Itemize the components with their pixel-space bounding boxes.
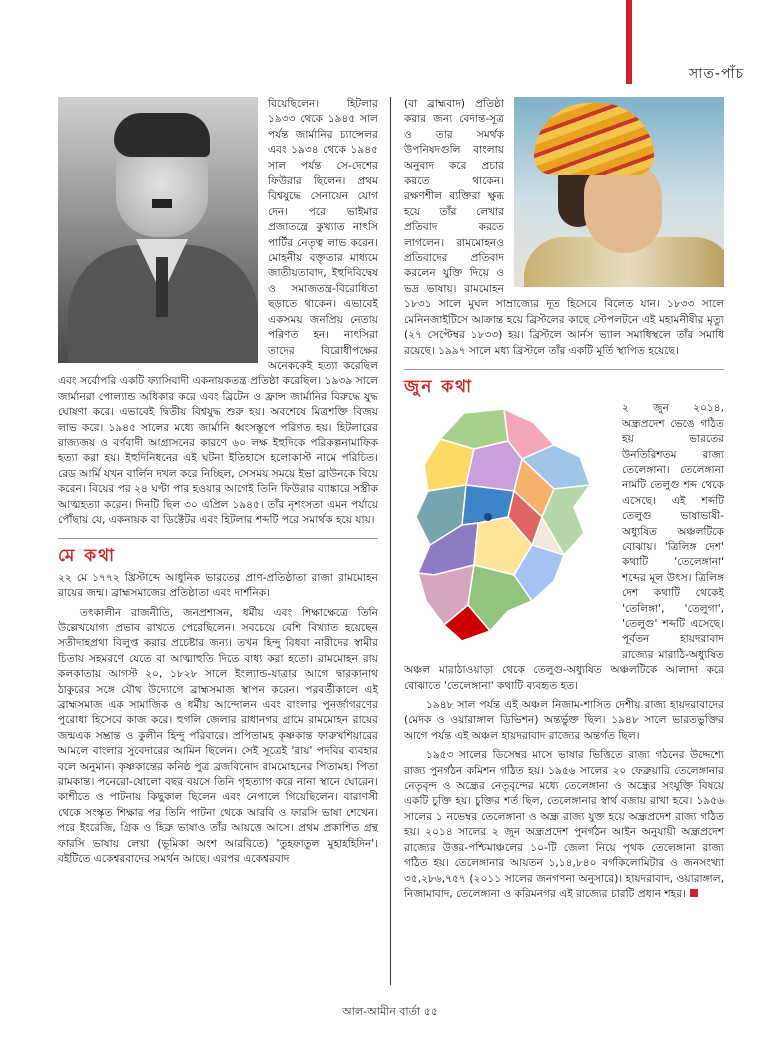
accent-bar	[626, 0, 632, 84]
june-paragraph-2: ১৯৪৮ সাল পর্যন্ত এই অঞ্চল নিজাম-শাসিত দেশীয় রাজ্য হায়দরাবাদের (মেদক ও ওয়ারাঙ্গাল ডিভিশন) অন্তর্ভুক্ত ছিল। ১৯৪৮ সালে ভারতভুক্তির আগে পর্যন্ত এই অঞ্চল হায়দরাবাদ রাজ্যের অন্তর্গত ছিল।	[404, 699, 724, 742]
hitler-article-text: বিয়েছিলেন। হিটলার ১৯৩৩ থেকে ১৯৪৫ সাল পর্যন্ত জার্মানির চ্যান্সেলর এবং ১৯৩৪ থেকে ১৯৪৫ সাল পর্যন্ত সে-দেশের ফিউরার ছিলেন। প্রথম বিশ্বযুদ্ধে সেনায়েন যোগ দেন। পরে ভাইমার প্রজাতন্ত্রে কুখ্যাত নাৎসি পার্টির নেতৃত্ব লাভ করেন। মোহনীয় বক্তৃতার মাধ্যমে জাতীয়তাবাদ, ইহুদিবিদ্বেষ ও সমাজতন্ত্র-বিরোধিতা ছড়াতে থাকেন। এভাবেই একসময় জনপ্রিয় নেতায় পরিণত হন। নাৎসিরা তাদের বিরোধীপক্ষের অনেককেই হত্যা করেছিল এবং সর্বোপরি একটি ফ্যাসিবাদী একনায়কতন্ত্র প্রতিষ্ঠা করেছিল। ১৯৩৯ সালে জার্মানরা পোল্যান্ড অধিকার করে এবং ব্রিটেন ও ফ্রান্স জার্মানির বিরুদ্ধে যুদ্ধ ঘোষণা করে। এভাবেই দ্বিতীয় বিশ্বযুদ্ধ শুরু হয়। অবশেষে মিত্রশক্তি বিজয় লাভ করে। ১৯৪৫ সালের মধ্যে জার্মানি ধ্বংসস্তূপে পরিণত হয়। হিটলারের রাজ্যজয় ও বর্ণবাদী আগ্রাসনের কারণে ৬০ লক্ষ ইহুদিকে পরিকল্পনামাফিক হত্যা করা হয়। ইহুদিনিধনের এই ঘটনা ইতিহাসে হলোকাস্ট নামে পরিচিত। রেড আর্মি যখন বার্লিন দখল করে নিচ্ছিল, সেসময় সময়ে ইভা ব্রাউনকে বিয়ে করেন। বিয়ের পর ২৪ ঘণ্টা পার হওয়ার আগেই তিনি ফিউরার ব্যাঙ্কারে সস্ত্রীক আত্মহত্যা করেন। দিনটি ছিল ৩০ এপ্রিল ১৯৪৫। তাঁর নৃশংসতা এমন পর্যায়ে পৌঁছায় যে, একনায়ক বা ডিক্টেটর এবং হিটলার শব্দটি পরে সমার্থক হয়ে যায়।	[58, 98, 378, 526]
left-column	[58, 97, 378, 872]
section-label: সাত-পাঁচ	[689, 66, 744, 82]
may-paragraph-2: তৎকালীন রাজনীতি, জনপ্রশাসন, ধর্মীয় এবং শিক্ষাক্ষেত্রে তিনি উল্লেখযোগ্য প্রভাব রাখতে পেরেছিলেন। সবচেয়ে বেশি বিখ্যাত হয়েছেন সতীদাহপ্রথা বিলুপ্ত করার প্রচেষ্টার জন্য। তখন হিন্দু বিধবা নারীদের স্বামীর চিতায় সহমরণে যেতে বা আত্মাহুতি দিতে বাধ্য করা হতো। রামমোহন রায় কলকাতায় আগস্ট ২০, ১৮২৮ সালে ইংল্যান্ড-যাত্রার আগে দ্বারকানাথ ঠাকুরের সঙ্গে যৌথ উদ্যোগে ব্রাহ্মসমাজ স্থাপন করেন। পরবর্তীকালে এই ব্রাহ্মসমাজ এক সামাজিক ও ধর্মীয় আন্দোলন এবং বাংলার পুনর্জাগরণের পুরোধা হিসেবে কাজ করে। হুগলি জেলার রাধানগর গ্রামে রামমোহন রায়ের জন্মএক সম্ভ্রান্ত ও কুলীন হিন্দু পরিবারে। প্রপিতামহ কৃষ্ণকান্ত ফারুখশিয়ারের আমলে বাংলার সুবেদারের আমিন ছিলেন। সেই সূত্রেই 'রায়' পদবির ব্যবহার বলে অনুমান। কৃষ্ণকান্তের কনিষ্ঠ পুত্র ব্রজবিনোদ রামমোহনের পিতামহ। পিতা রামকান্ত। পনেরো-ষোলো বছর বয়সে তিনি গৃহত্যাগ করে নানা স্থানে ঘোরেন। কাশীতে ও পাটনায় কিছুকাল ছিলেন এবং নেপালে গিয়েছিলেন। বারাণসী থেকে সংস্কৃত শিক্ষার পর তিনি পাটনা থেকে আরবি ও ফারসি ভাষা শেখেন। পরে ইংরেজি, গ্রিক ও হিব্রু ভাষাও তাঁর আয়ত্তে আসে। প্রথম প্রকাশিত গ্রন্থ ফারসি ভাষায় লেখা (ভূমিকা অংশ আরবিতে) 'তুহফাতুল মুহাহহিদিন'। বইটিতে একেশ্বরবাদের সমর্থন আছে। এরপর একেশ্বরবাদ	[58, 606, 378, 866]
hitler-photo	[58, 97, 258, 363]
page-header	[610, 0, 780, 90]
may-heading: মে কথা	[58, 546, 117, 567]
magazine-name: আল-আমীন বার্তা	[342, 1005, 421, 1018]
rammohun-portrait	[514, 97, 724, 287]
may-paragraph-1: ২২ মে ১৭৭২ খ্রিস্টাব্দে আধুনিক ভারতের প্রাণ-প্রতিষ্ঠাতা রাজা রামমোহন রায়ের জন্ম। ব্রাহ্মসমাজের প্রতিষ্ঠাতা এবং দার্শনিক।	[58, 571, 378, 600]
right-column	[404, 97, 724, 906]
june-paragraph-3	[404, 748, 724, 902]
column-divider	[390, 97, 391, 985]
end-mark-icon	[690, 889, 698, 897]
page-number: ৫৫	[423, 1005, 438, 1018]
section-divider-june	[404, 369, 724, 370]
june-heading: জুন কথা	[404, 376, 474, 397]
telangana-map	[404, 405, 612, 651]
rammohun-article-text: (বা ব্রাহ্মবাদ) প্রতিষ্ঠা করার জন্য বেদান্ত-সূত্র ও তার সমর্থক উপনিষদগুলি বাংলায় অনুবাদ করে প্রচার করতে থাকেন। রক্ষণশীল ব্যক্তিরা ক্ষুব্ধ হয়ে তাঁর লেখার প্রতিবাদ করতে লাগলেন। রামমোহনও প্রতিবাদের প্রতিবাদ করলেন যুক্তি দিয়ে ও ভদ্র ভাষায়। রামমোহন ১৮৩১ সালে মুঘল সাম্রাজ্যের দূত হিসেবে বিলেত যান। ১৮৩৩ সালে মেনিনজাইটিসে আক্রান্ত হয়ে ব্রিস্টলের কাছে স্টেপলটনে এই মহামনীষীর মৃত্যু (২৭ সেপ্টেম্বর ১৮৩৩) হয়। ব্রিস্টলে আর্নস ভ্যাল সমাধিস্থলে তাঁর সমাধি রয়েছে। ১৯৯৭ সালে মধ্য ব্রিস্টলে তাঁর একটি মূর্তি স্থাপিত হয়েছে।	[404, 98, 724, 357]
june-paragraph-1: ২ জুন ২০১৪, অন্ধ্রপ্রদেশ ভেঙে গঠিত হয় ভারতের উনতিরিশতম রাজ্য তেলেঙ্গানা। তেলেঙ্গানা নামটি তেলুগু শব্দ থেকে এসেছে। এই শব্দটি তেলুগু ভাষাভাষী-অধ্যুষিত অঞ্চলটিকে বোঝায়। 'ত্রিলিঙ্গ দেশ' কথাটি 'তেলেঙ্গানা' শব্দের মূল উৎস। ত্রিলিঙ্গ দেশ কথাটি থেকেই 'তেলিঙ্গা', 'তেলুগা', 'তেলুগু' শব্দটি এসেছে। পূর্বতন হায়দরাবাদ রাজ্যের মারাঠি-অধ্যুষিত অঞ্চল মারাঠাওয়াড়া থেকে তেলুগু-অধ্যুষিত অঞ্চলটিকে আলাদা করে বোঝাতে 'তেলেঙ্গানা' কথাটি ব্যবহৃত হত।	[404, 402, 724, 692]
page-footer	[0, 1003, 780, 1022]
section-divider-may	[58, 538, 378, 539]
june-paragraph-3-text: ১৯৫৩ সালের ডিসেম্বর মাসে ভাষার ভিত্তিতে রাজ্য গঠনের উদ্দেশ্যে রাজ্য পুনর্গঠন কমিশন গঠিত হয়। ১৯৫৬ সালের ২০ ফেব্রুয়ারি তেলেঙ্গানার নেতৃবৃন্দ ও অন্ধ্রের নেতৃবৃন্দের মধ্যে তেলেঙ্গানা ও অন্ধ্রের সংযুক্তি বিষয়ে একটি চুক্তি হয়। চুক্তির শর্ত ছিল, তেলেঙ্গানার স্বার্থ বজায় রাখা হবে। ১৯৫৬ সালের ১ নভেম্বর তেলেঙ্গানা ও অন্ধ্র রাজ্য যুক্ত হয়ে অন্ধ্রপ্রদেশ রাজ্য গঠিত হয়। ২০১৪ সালের ২ জুন অন্ধ্রপ্রদেশ পুনর্গঠন আইন অনুযায়ী অন্ধ্রপ্রদেশ রাজ্যের উত্তর-পশ্চিমাঞ্চলের ১০-টি জেলা নিয়ে পৃথক তেলেঙ্গানা রাজ্য গঠিত হয়। তেলেঙ্গানার আয়তন ১,১৪,৮৪০ বর্গকিলোমিটার ও জনসংখ্যা ৩৫,২৮৬,৭৫৭ (২০১১ সালের জনগণনা অনুসারে)। হায়দরাবাদ, ওয়ারাঙ্গাল, নিজামাবাদ, তেলেঙ্গানা ও করিমনগর এই রাজ্যের চারটি প্রধান শহর।	[404, 749, 724, 900]
